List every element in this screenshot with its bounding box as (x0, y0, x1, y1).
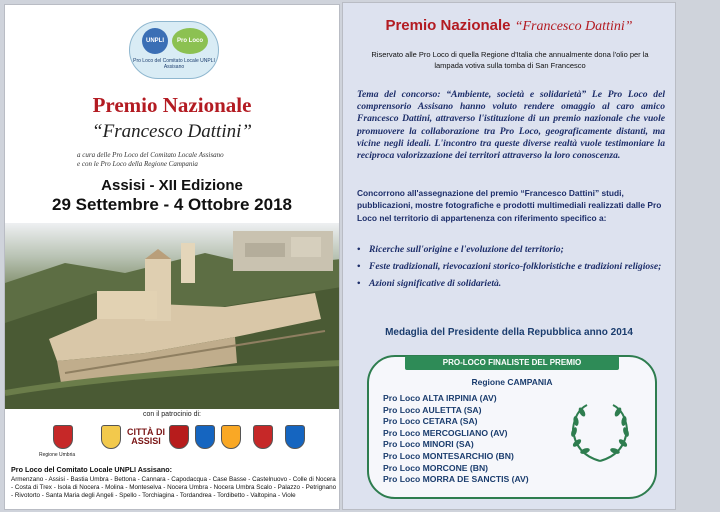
regione-umbria-label: Regione Umbria (39, 452, 76, 458)
edition: Assisi - XII Edizione (101, 177, 243, 194)
citta-di-assisi-logo (127, 428, 165, 446)
list-item: Pro Loco AULETTA (SA) (383, 404, 482, 415)
comune-crest-icon (169, 425, 189, 449)
criteria-list (357, 241, 665, 292)
proloco-committee-label: Pro Loco del Comitato Locale UNPLI Assisano: (11, 465, 173, 474)
finalists-list (383, 393, 529, 486)
event-dates: 29 Settembre - 4 Ottobre 2018 (52, 195, 292, 214)
proloco-towns-list: Armenzano - Assisi - Bastia Umbra - Bettona - Cannara - Capodacqua - Case Basse - Castelnuovo - Colle di Nocera - Costa di Trex - Isola di Nocera - Molina - Monteselva - Nocera Umbra - Nocera Umbra Scalo - Palazzo - Petrignano - Rivotorto - Santa Maria degli Angeli - Spello - Torchiagina - Tordandrea - Tordibetto - Valtopina - Viole (11, 476, 337, 500)
assisi-label: ASSISI (131, 436, 161, 446)
list-item: • Azioni significative di solidarietà. (357, 275, 665, 292)
list-item: Pro Loco MORRA DE SANCTIS (AV) (383, 474, 529, 485)
finalists-heading: PRO-LOCO FINALISTE DEL PREMIO (405, 356, 619, 370)
comune-crest-icon (195, 425, 215, 449)
list-item: Pro Loco MINORI (SA) (383, 439, 474, 450)
organizers-line-2: e con le Pro Loco della Regione Campania (77, 160, 198, 168)
list-item: • Ricerche sull'origine e l'evoluzione del territorio; (357, 241, 665, 258)
regione-umbria-crest-icon (53, 425, 73, 449)
list-item: Pro Loco CETARA (SA) (383, 416, 478, 427)
presidential-medal-note: Medaglia del Presidente della Repubblica anno 2014 (385, 327, 633, 338)
list-item: Pro Loco ALTA IRPINIA (AV) (383, 393, 497, 403)
organizers-text (77, 151, 287, 169)
right-title (343, 17, 675, 35)
list-item: Pro Loco MORCONE (BN) (383, 462, 489, 473)
comune-crest-icon (285, 425, 305, 449)
left-flyer (4, 4, 340, 510)
basilica-illustration (5, 223, 340, 409)
list-item: Pro Loco MONTESARCHIO (BN) (383, 450, 514, 461)
unpli-logo (129, 21, 219, 79)
contest-theme-paragraph: Tema del concorso: “Ambiente, società e solidarietà” Le Pro Loco del comprensorio Assisano hanno voluto rendere omaggio al caro amico Francesco Dattini, attraverso l'istituzione di un premio nazionale che vuole promuovere la collaborazione tra Pro Loco, geograficamente distanti, ma vicine negli ideali. L'incontro tra queste diverse realtà vuole testimoniare la reciproca valorizzazione dei territori attraverso la loro conoscenza. (357, 89, 665, 162)
assisi-crest-icon (101, 425, 121, 449)
comune-crest-icon (221, 425, 241, 449)
left-title: Premio Nazionale (92, 93, 252, 117)
reserved-note: Riservato alle Pro Loco di quella Regione d'Italia che annualmente dona l'olio per la lampada votiva sulla tomba di San Francesco (371, 50, 649, 70)
right-flyer (342, 2, 676, 510)
list-item: Pro Loco MERCOGLIANO (AV) (383, 427, 508, 438)
list-item: • Feste tradizionali, rievocazioni storico-folkloristiche e tradizioni religiose; (357, 258, 665, 275)
assisi-basilica-photo (5, 223, 340, 409)
citta-di-label: CITTÀ DI (127, 427, 165, 437)
patron-crests (39, 425, 323, 461)
left-prize-name: “Francesco Dattini” (92, 121, 252, 142)
eligibility-paragraph: Concorrono all'assegnazione del premio “Francesco Dattini” studi, pubblicazioni, mostre fotografiche e prodotti multimediali realizzati dalle Pro Loco nel territorio di appartenenza con riferimento specifico a: (357, 188, 662, 223)
logo-caption: Pro Loco del Comitato Locale UNPLI Assisano (133, 58, 215, 70)
comune-crest-icon (253, 425, 273, 449)
patronage-label: con il patrocinio di: (143, 411, 201, 418)
finalists-region: Regione CAMPANIA (471, 377, 553, 387)
unpli-logo-icon: UNPLI (142, 28, 168, 54)
right-title-text: Premio Nazionale (385, 17, 511, 34)
right-title-name: “Francesco Dattini” (514, 19, 633, 34)
laurel-wreath-icon (565, 399, 635, 469)
finalists-box (367, 355, 657, 499)
proloco-logo-icon: Pro Loco (172, 28, 208, 54)
organizers-line-1: a cura delle Pro Loco del Comitato Locale Assisano (77, 151, 224, 159)
